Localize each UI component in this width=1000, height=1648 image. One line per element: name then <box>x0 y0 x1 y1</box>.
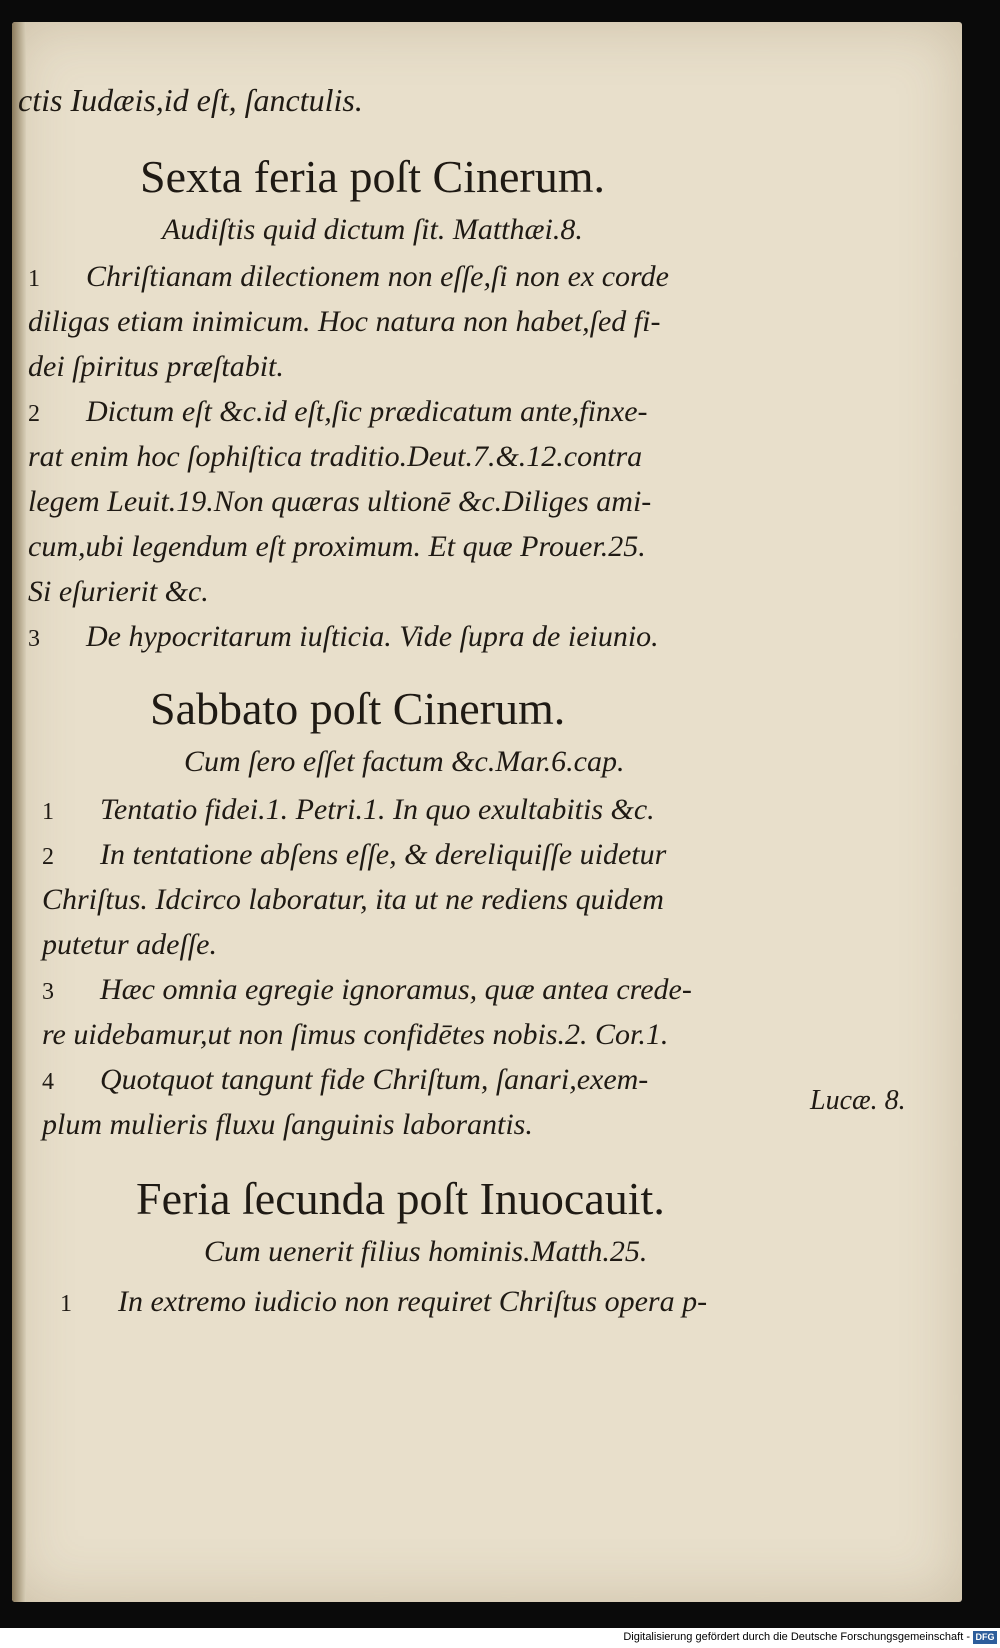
line-text: Tentatio fidei.1. Petri.1. In quo exultabitis &c. <box>100 793 655 826</box>
line-text: re uidebamur,ut non ſimus confidētes nobis.2. Cor.1. <box>42 1018 669 1051</box>
text-line <box>28 304 660 340</box>
text-line <box>60 1284 707 1322</box>
section-heading-sabbato: Sabbato poſt Cinerum. <box>150 683 566 734</box>
text-line <box>42 1062 648 1100</box>
text-line <box>28 394 648 432</box>
text-line <box>42 1107 533 1143</box>
line-text: dei ſpiritus præſtabit. <box>28 350 284 383</box>
item-number: 3 <box>42 979 54 1005</box>
book-page <box>12 22 962 1602</box>
item-number: 3 <box>28 626 40 652</box>
text-line <box>42 927 217 963</box>
text-line <box>42 792 655 830</box>
item-number: 1 <box>60 1291 72 1317</box>
line-text: Si eſurierit &c. <box>28 575 209 608</box>
item-number: 1 <box>42 799 54 825</box>
line-text: Quotquot tangunt fide Chriſtum, ſanari,exem- <box>100 1063 649 1096</box>
line-text: Chriſtianam dilectionem non eſſe,ſi non ex corde <box>86 260 669 293</box>
line-text: plum mulieris fluxu ſanguinis laborantis. <box>42 1108 533 1141</box>
line-text: In tentatione abſens eſſe, & dereliquiſſe uidetur <box>100 838 667 871</box>
text-line <box>42 882 664 918</box>
margin-note: Lucæ. 8. <box>810 1085 906 1116</box>
text-line <box>28 259 669 297</box>
item-number: 2 <box>28 401 40 427</box>
text-line <box>28 529 646 565</box>
section-subheading: Cum ſero eſſet factum &c.Mar.6.cap. <box>184 745 625 778</box>
section-heading-sexta-feria: Sexta feria poſt Cinerum. <box>140 151 605 202</box>
line-text: Hæc omnia egregie ignoramus, quæ antea crede- <box>100 973 692 1006</box>
item-number: 4 <box>42 1069 54 1095</box>
page-edge <box>12 22 26 1602</box>
text-line <box>28 619 659 657</box>
text-line <box>28 484 651 520</box>
line-text: diligas etiam inimicum. Hoc natura non habet,ſed fi- <box>28 305 661 338</box>
text-line <box>42 1017 668 1053</box>
line-text: putetur adeſſe. <box>42 928 217 961</box>
line-text: De hypocritarum iuſticia. Vide ſupra de ieiunio. <box>86 620 659 653</box>
section-heading-feria-secunda: Feria ſecunda poſt Inuocauit. <box>136 1173 665 1224</box>
item-number: 1 <box>28 266 40 292</box>
line-text: Dictum eſt &c.id eſt,ſic prædicatum ante,finxe- <box>86 395 648 428</box>
footer-credit-text: Digitalisierung gefördert durch die Deutsche Forschungsgemeinschaft - <box>623 1631 970 1643</box>
text-line <box>42 972 692 1010</box>
text-line <box>28 349 284 385</box>
line-text: legem Leuit.19.Non quæras ultionē &c.Diliges ami- <box>28 485 652 518</box>
text-line <box>28 439 642 475</box>
dfg-logo: DFG <box>973 1631 997 1644</box>
line-text: rat enim hoc ſophiſtica traditio.Deut.7.&.12.contra <box>28 440 643 473</box>
top-line-text: ctis Iudæis,id eſt, ſanctulis. <box>18 82 363 118</box>
item-number: 2 <box>42 844 54 870</box>
section-subheading: Cum uenerit filius hominis.Matth.25. <box>204 1235 648 1268</box>
line-text: cum,ubi legendum eſt proximum. Et quæ Prouer.25. <box>28 530 646 563</box>
section-subheading: Audiſtis quid dictum ſit. Matthæi.8. <box>162 213 583 246</box>
line-text: In extremo iudicio non requiret Chriſtus opera p- <box>118 1285 708 1318</box>
text-line <box>28 574 209 610</box>
line-text: Chriſtus. Idcirco laboratur, ita ut ne rediens quidem <box>42 883 664 916</box>
text-line <box>42 837 666 875</box>
footer-bar <box>0 1628 1000 1648</box>
